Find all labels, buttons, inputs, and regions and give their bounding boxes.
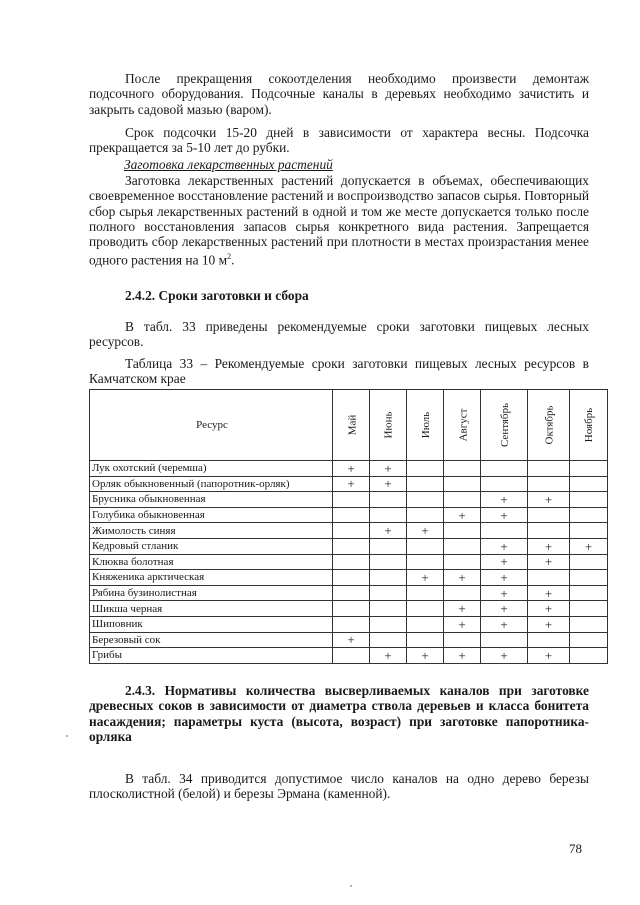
resource-name-cell: Княженика арктическая <box>90 570 333 586</box>
month-mark-cell <box>570 616 608 632</box>
section-heading-2-4-2: 2.4.2. Сроки заготовки и сбора <box>125 288 309 303</box>
month-mark-cell <box>333 648 370 664</box>
month-mark-cell <box>570 507 608 523</box>
paragraph-medicinal-plants <box>89 173 589 268</box>
month-mark-cell: + <box>528 648 570 664</box>
page-number: 78 <box>569 841 582 856</box>
resource-name-cell: Голубика обыкновенная <box>90 507 333 523</box>
paragraph-table-34-intro: В табл. 34 приводится допустимое число каналов на одно дерево березы плосколистной (белой) и березы Эрмана (каменной). <box>89 771 589 802</box>
month-mark-cell: + <box>528 585 570 601</box>
month-mark-cell: + <box>528 538 570 554</box>
month-mark-cell: + <box>407 648 444 664</box>
month-mark-cell <box>407 461 444 477</box>
month-mark-cell: + <box>333 632 370 648</box>
column-header-may <box>333 390 370 461</box>
month-mark-cell <box>528 461 570 477</box>
month-mark-cell <box>570 492 608 508</box>
month-mark-cell <box>528 476 570 492</box>
month-label: Октябрь <box>543 405 556 445</box>
month-mark-cell: + <box>333 461 370 477</box>
subtitle-medicinal-plants: Заготовка лекарственных растений <box>124 157 333 172</box>
month-mark-cell <box>528 570 570 586</box>
month-mark-cell <box>333 570 370 586</box>
month-mark-cell <box>528 523 570 539</box>
month-mark-cell: + <box>528 616 570 632</box>
table-row <box>90 632 608 648</box>
month-label: Август <box>457 408 469 442</box>
scan-speck <box>350 885 352 887</box>
column-header-august <box>444 390 481 461</box>
month-mark-cell: + <box>444 616 481 632</box>
month-mark-cell: + <box>444 507 481 523</box>
month-label: Ноябрь <box>583 407 596 443</box>
harvest-timing-table <box>89 389 608 664</box>
month-mark-cell <box>444 632 481 648</box>
month-mark-cell <box>333 492 370 508</box>
month-mark-cell <box>444 538 481 554</box>
month-label: Сентябрь <box>499 402 512 448</box>
month-mark-cell: + <box>444 601 481 617</box>
month-mark-cell: + <box>481 570 528 586</box>
table-row <box>90 554 608 570</box>
month-mark-cell: + <box>370 523 407 539</box>
month-mark-cell: + <box>407 570 444 586</box>
month-mark-cell: + <box>528 492 570 508</box>
column-header-july <box>407 390 444 461</box>
month-mark-cell <box>333 507 370 523</box>
column-header-resource: Ресурс <box>90 390 333 461</box>
month-mark-cell: + <box>570 538 608 554</box>
month-mark-cell: + <box>528 601 570 617</box>
month-mark-cell: + <box>528 554 570 570</box>
month-mark-cell <box>370 616 407 632</box>
month-label: Июнь <box>382 411 395 439</box>
month-mark-cell <box>333 554 370 570</box>
month-mark-cell: + <box>481 554 528 570</box>
month-mark-cell <box>333 585 370 601</box>
table-row <box>90 616 608 632</box>
month-mark-cell <box>407 492 444 508</box>
month-mark-cell <box>407 476 444 492</box>
month-mark-cell <box>444 523 481 539</box>
table-row <box>90 523 608 539</box>
month-label: Май <box>346 414 358 436</box>
resource-name-cell: Лук охотский (черемша) <box>90 461 333 477</box>
month-mark-cell: + <box>370 461 407 477</box>
table-row <box>90 648 608 664</box>
month-mark-cell <box>444 585 481 601</box>
month-mark-cell <box>570 570 608 586</box>
paragraph-end-dot: . <box>231 252 235 268</box>
month-mark-cell: + <box>370 476 407 492</box>
month-mark-cell <box>370 632 407 648</box>
resource-name-cell: Жимолость синяя <box>90 523 333 539</box>
month-mark-cell: + <box>481 507 528 523</box>
month-mark-cell <box>333 616 370 632</box>
month-mark-cell <box>570 554 608 570</box>
month-mark-cell <box>407 616 444 632</box>
month-mark-cell: + <box>370 648 407 664</box>
month-mark-cell <box>570 632 608 648</box>
table-header-row <box>90 390 608 461</box>
month-mark-cell <box>481 461 528 477</box>
month-mark-cell <box>570 585 608 601</box>
month-mark-cell <box>333 538 370 554</box>
month-mark-cell <box>370 585 407 601</box>
month-mark-cell <box>370 492 407 508</box>
paragraph-dismantling: После прекращения сокоотделения необходимо произвести демонтаж подсочного оборудования. Подсочные каналы в деревьях необходимо зачистить и закрыть садовой мазью (варом). <box>89 71 589 117</box>
column-header-october <box>528 390 570 461</box>
table-caption: Таблица 33 – Рекомендуемые сроки заготовки пищевых лесных ресурсов в Камчатском крае <box>89 356 589 387</box>
month-mark-cell: + <box>481 616 528 632</box>
month-mark-cell <box>528 632 570 648</box>
month-mark-cell <box>407 538 444 554</box>
month-mark-cell <box>370 507 407 523</box>
column-header-september <box>481 390 528 461</box>
month-mark-cell <box>407 507 444 523</box>
month-mark-cell: + <box>481 585 528 601</box>
month-mark-cell <box>481 523 528 539</box>
month-mark-cell <box>444 461 481 477</box>
month-mark-cell <box>407 632 444 648</box>
month-mark-cell: + <box>444 648 481 664</box>
month-mark-cell <box>570 523 608 539</box>
month-mark-cell <box>444 554 481 570</box>
column-header-november <box>570 390 608 461</box>
month-mark-cell: + <box>407 523 444 539</box>
month-mark-cell <box>570 601 608 617</box>
column-header-june <box>370 390 407 461</box>
table-row <box>90 492 608 508</box>
resource-name-cell: Орляк обыкновенный (папоротник-орляк) <box>90 476 333 492</box>
table-row <box>90 476 608 492</box>
superscript-2: 2 <box>227 252 232 262</box>
month-mark-cell <box>370 554 407 570</box>
month-mark-cell <box>407 585 444 601</box>
table-row <box>90 461 608 477</box>
month-mark-cell: + <box>481 538 528 554</box>
month-mark-cell <box>444 492 481 508</box>
table-row <box>90 585 608 601</box>
resource-name-cell: Шиповник <box>90 616 333 632</box>
month-mark-cell <box>370 538 407 554</box>
month-mark-cell <box>444 476 481 492</box>
month-mark-cell <box>528 507 570 523</box>
table-row <box>90 538 608 554</box>
paragraph-tapping-period: Срок подсочки 15-20 дней в зависимости от характера весны. Подсочка прекращается за 5-10 лет до рубки. <box>89 125 589 156</box>
table-row <box>90 601 608 617</box>
table-row <box>90 507 608 523</box>
month-mark-cell: + <box>481 492 528 508</box>
month-mark-cell <box>570 648 608 664</box>
month-mark-cell <box>333 601 370 617</box>
month-mark-cell <box>570 461 608 477</box>
month-mark-cell <box>481 476 528 492</box>
table-row <box>90 570 608 586</box>
resource-name-cell: Грибы <box>90 648 333 664</box>
month-mark-cell: + <box>444 570 481 586</box>
month-mark-cell: + <box>333 476 370 492</box>
month-mark-cell <box>570 476 608 492</box>
paragraph-medicinal-plants-text: Заготовка лекарственных растений допускается в объемах, обеспечивающих своевременное восстановление растений и воспроизводство запасов сырья. Повторный сбор сырья лекарственных растений в одной и том же месте допускается только после полного восстановления запасов сырья конкретного вида растения. Запрещается проводить сбор лекарственных растений при плотности в местах произрастания менее одного растения на 10 м <box>89 173 589 268</box>
month-mark-cell <box>370 601 407 617</box>
section-heading-2-4-3: 2.4.3. Нормативы количества высверливаемых каналов при заготовке древесных соков в зависимости от диаметра ствола деревьев и класса бонитета насаждения; параметры куста (высота, возраст) при заготовке папоротника-орляка <box>89 683 589 744</box>
resource-name-cell: Березовый сок <box>90 632 333 648</box>
month-mark-cell <box>333 523 370 539</box>
scan-speck <box>66 735 68 737</box>
month-mark-cell <box>370 570 407 586</box>
month-mark-cell <box>407 554 444 570</box>
resource-name-cell: Рябина бузинолистная <box>90 585 333 601</box>
month-mark-cell: + <box>481 648 528 664</box>
table-body <box>90 461 608 664</box>
resource-name-cell: Шикша черная <box>90 601 333 617</box>
month-label: Июль <box>420 411 432 439</box>
paragraph-table-intro: В табл. 33 приведены рекомендуемые сроки заготовки пищевых лесных ресурсов. <box>89 319 589 350</box>
resource-name-cell: Клюква болотная <box>90 554 333 570</box>
month-mark-cell: + <box>481 601 528 617</box>
month-mark-cell <box>407 601 444 617</box>
month-mark-cell <box>481 632 528 648</box>
resource-name-cell: Брусника обыкновенная <box>90 492 333 508</box>
resource-name-cell: Кедровый стланик <box>90 538 333 554</box>
